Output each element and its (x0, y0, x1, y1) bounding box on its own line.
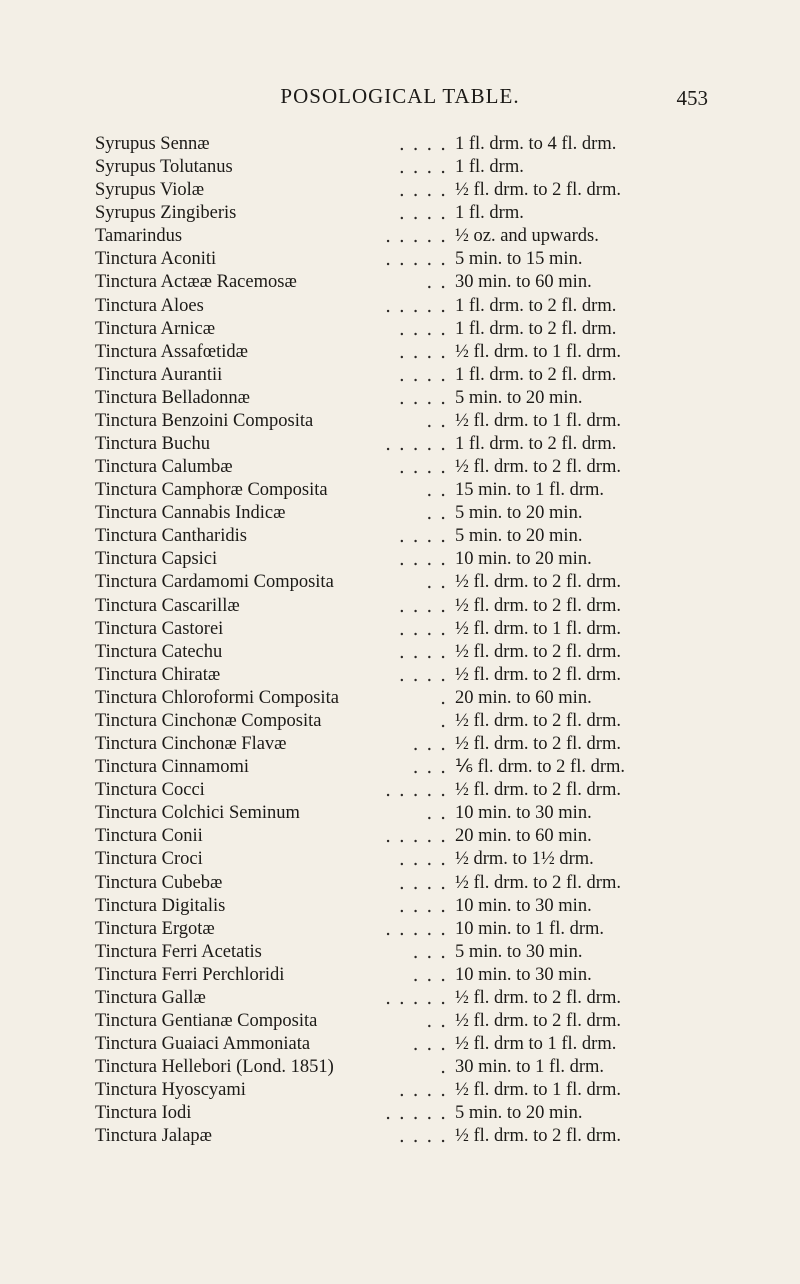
drug-name: Tinctura Capsici (95, 549, 218, 570)
drug-name: Tinctura Castorei (95, 618, 224, 639)
dose-value: 5 min. to 20 min. (455, 503, 583, 524)
dot-leader: . . . . (398, 203, 447, 225)
table-row (95, 964, 725, 987)
table-row (95, 618, 725, 641)
dot-leader: . . (426, 410, 447, 432)
dot-leader: . . . . (398, 341, 447, 363)
dose-value: ½ drm. to 1½ drm. (455, 849, 594, 870)
dot-leader: . . (426, 1010, 447, 1032)
dot-leader: . . . . . (385, 226, 447, 248)
dot-leader: . . . (412, 757, 447, 779)
drug-name: Tinctura Conii (95, 826, 203, 847)
drug-name: Tinctura Cannabis Indicæ (95, 503, 286, 524)
dot-leader: . . (426, 503, 447, 525)
table-row (95, 918, 725, 941)
drug-name: Syrupus Sennæ (95, 134, 210, 154)
dot-leader: . . . . . (385, 434, 447, 456)
dot-leader: . . . . (398, 364, 447, 386)
dot-leader: . . . . . (385, 1103, 447, 1125)
table-row (95, 595, 725, 618)
dose-value: ½ fl. drm. to 2 fl. drm. (455, 180, 621, 201)
dose-value: ⅙ fl. drm. to 2 fl. drm. (455, 757, 626, 778)
drug-name: Tinctura Colchici Seminum (95, 803, 300, 824)
table-row (95, 802, 725, 825)
table-row (95, 387, 725, 410)
drug-name: Tinctura Chiratæ (95, 664, 221, 685)
dose-value: 20 min. to 60 min. (455, 687, 592, 708)
table-row (95, 410, 725, 433)
drug-name: Syrupus Tolutanus (95, 157, 233, 178)
table-row (95, 248, 725, 271)
dot-leader: . . . . (398, 849, 447, 871)
table-row (95, 225, 725, 248)
dot-leader: . . . . . (385, 987, 447, 1009)
dose-value: ½ fl. drm. to 2 fl. drm. (455, 572, 621, 593)
table-row (95, 548, 725, 571)
dose-value: ½ fl. drm. to 1 fl. drm. (455, 618, 621, 639)
dose-value: 10 min. to 30 min. (455, 803, 592, 824)
drug-name: Tinctura Cantharidis (95, 526, 247, 547)
dot-leader: . . . . (398, 618, 447, 640)
dose-value: ½ fl. drm. to 2 fl. drm. (455, 664, 621, 685)
dose-value: 1 fl. drm. to 2 fl. drm. (455, 434, 617, 455)
drug-name: Tinctura Aurantii (95, 364, 223, 385)
drug-name: Tinctura Belladonnæ (95, 387, 251, 408)
dose-value: 5 min. to 15 min. (455, 249, 583, 270)
dose-value: 10 min. to 1 fl. drm. (455, 918, 605, 939)
table-row (95, 987, 725, 1010)
table-row (95, 1056, 725, 1079)
table-row (95, 318, 725, 341)
dose-value: ½ fl. drm. to 1 fl. drm. (455, 410, 621, 431)
drug-name: Tinctura Jalapæ (95, 1126, 212, 1147)
drug-name: Tinctura Cocci (95, 780, 205, 801)
dose-value: 5 min. to 20 min. (455, 526, 583, 547)
drug-name: Tinctura Buchu (95, 434, 210, 455)
dose-value: 10 min. to 30 min. (455, 964, 592, 985)
dot-leader: . . . . (398, 457, 447, 479)
drug-name: Tinctura Aconiti (95, 249, 217, 270)
table-row (95, 756, 725, 779)
table-row (95, 1102, 725, 1125)
dose-value: 30 min. to 1 fl. drm. (455, 1057, 605, 1078)
dot-leader: . . . . (398, 526, 447, 548)
dose-value: 1 fl. drm. (455, 203, 524, 224)
dot-leader: . . . . (398, 895, 447, 917)
dose-value: 1 fl. drm. to 2 fl. drm. (455, 364, 617, 385)
dose-value: 10 min. to 30 min. (455, 895, 592, 916)
dot-leader: . . . (412, 964, 447, 986)
drug-name: Tinctura Cardamomi Composita (95, 572, 334, 593)
dot-leader: . . (426, 803, 447, 825)
dot-leader: . . . . (398, 134, 447, 155)
dose-value: 20 min. to 60 min. (455, 826, 592, 847)
drug-name: Tinctura Cubebæ (95, 872, 223, 893)
dot-leader: . . . . (398, 549, 447, 571)
dot-leader: . (440, 710, 447, 732)
dose-value: ½ fl. drm. to 1 fl. drm. (455, 1080, 621, 1101)
dose-value: ½ fl. drm. to 2 fl. drm. (455, 987, 621, 1008)
table-row (95, 502, 725, 525)
dot-leader: . . . . (398, 1126, 447, 1148)
dose-value: ½ fl. drm to 1 fl. drm. (455, 1034, 617, 1055)
dot-leader: . . . (412, 1034, 447, 1056)
dose-value: 1 fl. drm. to 2 fl. drm. (455, 295, 617, 316)
table-row (95, 571, 725, 594)
drug-name: Tinctura Aloes (95, 295, 204, 316)
drug-name: Tinctura Camphoræ Composita (95, 480, 328, 501)
table-row (95, 341, 725, 364)
table-row (95, 525, 725, 548)
drug-name: Tinctura Gallæ (95, 987, 206, 1008)
drug-name: Tinctura Benzoini Composita (95, 410, 314, 431)
drug-name: Tinctura Ferri Acetatis (95, 941, 262, 962)
dose-value: 15 min. to 1 fl. drm. (455, 480, 605, 501)
page-number: 453 (676, 86, 708, 110)
drug-name: Tinctura Cinchonæ Composita (95, 710, 322, 731)
dose-value: 5 min. to 20 min. (455, 1103, 583, 1124)
running-title: POSOLOGICAL TABLE. (280, 84, 520, 108)
dot-leader: . . . . . (385, 826, 447, 848)
dose-value: ½ fl. drm. to 2 fl. drm. (455, 872, 621, 893)
dose-value: ½ oz. and upwards. (455, 226, 599, 247)
drug-name: Tinctura Digitalis (95, 895, 226, 916)
page-header (0, 84, 800, 124)
dose-value: ½ fl. drm. to 2 fl. drm. (455, 641, 621, 662)
drug-name: Tinctura Croci (95, 849, 203, 870)
dot-leader: . . . . (398, 872, 447, 894)
table-row (95, 295, 725, 318)
dot-leader: . . (426, 572, 447, 594)
drug-name: Syrupus Zingiberis (95, 203, 237, 224)
dot-leader: . . . . (398, 157, 447, 179)
dot-leader: . . . . . (385, 249, 447, 271)
table-row (95, 848, 725, 871)
table-row (95, 872, 725, 895)
table-row (95, 433, 725, 456)
drug-name: Tinctura Gentianæ Composita (95, 1010, 318, 1031)
table-row (95, 641, 725, 664)
dose-value: 1 fl. drm. (455, 157, 524, 178)
drug-name: Tinctura Arnicæ (95, 318, 216, 339)
dot-leader: . . . . (398, 180, 447, 202)
table-row (95, 710, 725, 733)
dot-leader: . . . . (398, 641, 447, 663)
drug-name: Tinctura Chloroformi Composita (95, 687, 339, 708)
dose-value: ½ fl. drm. to 2 fl. drm. (455, 1010, 621, 1031)
drug-name: Tinctura Guaiaci Ammoniata (95, 1034, 311, 1055)
dose-value: ½ fl. drm. to 2 fl. drm. (455, 710, 621, 731)
drug-name: Tinctura Assafœtidæ (95, 341, 248, 362)
dot-leader: . . . . (398, 595, 447, 617)
dot-leader: . (440, 1057, 447, 1079)
dosage-table (95, 133, 725, 1148)
table-row (95, 271, 725, 294)
dose-value: ½ fl. drm. to 2 fl. drm. (455, 595, 621, 616)
table-row (95, 941, 725, 964)
drug-name: Tinctura Cinnamomi (95, 757, 249, 778)
drug-name: Tinctura Actææ Racemosæ (95, 272, 297, 293)
drug-name: Tinctura Ferri Perchloridi (95, 964, 285, 985)
dot-leader: . . (426, 480, 447, 502)
drug-name: Tamarindus (95, 226, 183, 247)
drug-name: Tinctura Cinchonæ Flavæ (95, 734, 287, 755)
dot-leader: . . . . (398, 664, 447, 686)
dot-leader: . . . . (398, 387, 447, 409)
drug-name: Tinctura Ergotæ (95, 918, 215, 939)
table-row (95, 179, 725, 202)
dot-leader: . . (426, 272, 447, 294)
dose-value: 1 fl. drm. to 2 fl. drm. (455, 318, 617, 339)
dot-leader: . . . . . (385, 918, 447, 940)
drug-name: Tinctura Hyoscyami (95, 1080, 246, 1101)
dot-leader: . . . (412, 941, 447, 963)
table-row (95, 1010, 725, 1033)
table-row (95, 733, 725, 756)
dose-value: ½ fl. drm. to 1 fl. drm. (455, 341, 621, 362)
table-row (95, 156, 725, 179)
table-row (95, 479, 725, 502)
dose-value: ½ fl. drm. to 2 fl. drm. (455, 780, 621, 801)
table-row (95, 364, 725, 387)
table-row (95, 1125, 725, 1148)
dot-leader: . (440, 687, 447, 709)
dose-value: 30 min. to 60 min. (455, 272, 592, 293)
drug-name: Syrupus Violæ (95, 180, 205, 201)
table-row (95, 202, 725, 225)
table-row (95, 1033, 725, 1056)
table-row (95, 895, 725, 918)
drug-name: Tinctura Cascarillæ (95, 595, 240, 616)
dot-leader: . . . . (398, 1080, 447, 1102)
dose-value: ½ fl. drm. to 2 fl. drm. (455, 457, 621, 478)
drug-name: Tinctura Calumbæ (95, 457, 233, 478)
dose-value: 5 min. to 20 min. (455, 387, 583, 408)
dot-leader: . . . . (398, 318, 447, 340)
table-row (95, 1079, 725, 1102)
dot-leader: . . . (412, 734, 447, 756)
drug-name: Tinctura Hellebori (Lond. 1851) (95, 1057, 334, 1078)
dot-leader: . . . . . (385, 780, 447, 802)
dose-value: ½ fl. drm. to 2 fl. drm. (455, 1126, 621, 1147)
dot-leader: . . . . . (385, 295, 447, 317)
drug-name: Tinctura Catechu (95, 641, 223, 662)
dose-value: 1 fl. drm. to 4 fl. drm. (455, 134, 617, 154)
table-row (95, 664, 725, 687)
drug-name: Tinctura Iodi (95, 1103, 192, 1124)
table-row (95, 133, 725, 156)
table-row (95, 687, 725, 710)
table-row (95, 825, 725, 848)
dose-value: ½ fl. drm. to 2 fl. drm. (455, 734, 621, 755)
table-row (95, 779, 725, 802)
table-row (95, 456, 725, 479)
dose-value: 10 min. to 20 min. (455, 549, 592, 570)
dose-value: 5 min. to 30 min. (455, 941, 583, 962)
